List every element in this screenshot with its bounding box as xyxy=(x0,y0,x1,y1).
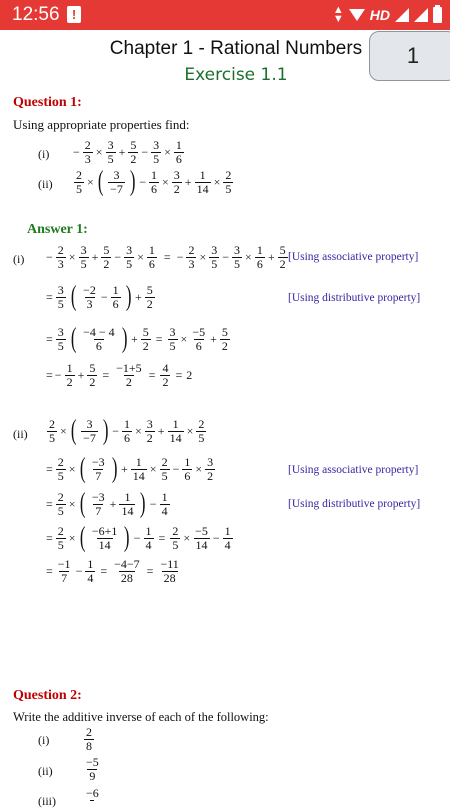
question-2-item-iii-fraction: −6 xyxy=(86,786,99,800)
answer-1-part-i-line-4: = − $\frac{1}{2}$ + $\frac{5}{2}$ = $\frac{-1+5}{2}$ = $\frac{4}{2}$ = 2 xyxy=(46,361,193,389)
answer-1-part-ii-label: (ii) xyxy=(13,427,28,441)
question-1-heading: Question 1: xyxy=(13,95,82,110)
answer-1-part-ii-line-5: = $\frac{-1}{7}$ − $\frac{1}{4}$ = $\frac{-4-7}{28}$ = $\frac{-11}{28}$ xyxy=(46,557,179,585)
answer-1-part-ii-line-3: = $\frac{2}{5}$ × ( −3 7 + $\frac{1}{14}$ ) − $\frac{1}{4}$ xyxy=(46,488,168,519)
question-1-part-ii-expression: $\frac{2}{5}$ × ( 3 −7 ) − $\frac{1}{6}$ × $\frac{3}{2}$ + $\frac{1}{14}$ × $\frac{2}{5}$ xyxy=(76,166,232,197)
question-1-part-i-expression: − $\frac{2}{3}$ × $\frac{3}{5}$ + $\frac{5}{2}$ − $\frac{3}{5}$ × $\frac{1}{6}$ xyxy=(73,138,182,166)
signal-icon-2 xyxy=(414,8,428,22)
status-icons xyxy=(333,6,442,24)
signal-icon xyxy=(395,8,409,22)
note-distributive-1: [Using distributive property] xyxy=(288,292,421,304)
status-bar xyxy=(0,0,450,30)
note-associative-2: [Using associative property] xyxy=(288,464,419,476)
notification-alert-icon: ! xyxy=(67,6,81,23)
battery-icon xyxy=(433,7,442,23)
answer-1-part-i-line-1: − $\frac{2}{3}$ × $\frac{3}{5}$ + $\frac{5}{2}$ − $\frac{3}{5}$ × $\frac{1}{6}$ = − $\frac{2}{3}$ × $\frac{3}{5}$ − $\frac{3}{5}$ × $\frac{1}{6}$ + $\frac{5}{2}$ xyxy=(46,243,286,271)
question-2-heading: Question 2: xyxy=(13,688,82,703)
answer-1-part-ii-line-1: $\frac{2}{5}$ × ( 3 −7 ) − $\frac{1}{6}$ × $\frac{3}{2}$ + $\frac{1}{14}$ × $\frac{2}{5}$ xyxy=(49,415,205,446)
question-1-part-i-label: (i) xyxy=(38,147,50,161)
wifi-icon xyxy=(349,9,365,21)
note-associative-1: [Using associative property] xyxy=(288,251,419,263)
question-2-item-ii-label: (ii) xyxy=(38,764,53,778)
answer-1-part-i-line-3: = $\frac{3}{5}$ ( −4 − 4 6 ) + $\frac{5}{2}$ = $\frac{3}{5}$ × $\frac{-5}{6}$ + $\frac{5}{2}$ xyxy=(46,323,228,354)
answer-1-part-i-label: (i) xyxy=(13,252,25,266)
network-type-label: HD xyxy=(369,7,390,23)
question-1-part-ii-label: (ii) xyxy=(38,177,53,191)
question-2-item-iii-label: (iii) xyxy=(38,794,56,808)
chapter-title: Chapter 1 - Rational Numbers xyxy=(109,38,363,59)
answer-1-heading: Answer 1: xyxy=(27,222,88,237)
note-distributive-2: [Using distributive property] xyxy=(288,498,421,510)
answer-1-part-ii-line-4: = $\frac{2}{5}$ × ( −6+1 14 ) − $\frac{1}{4}$ = $\frac{2}{5}$ × $\frac{-5}{14}$ − $\frac{1}{4}$ xyxy=(46,522,231,553)
question-1-instruction: Using appropriate properties find: xyxy=(13,117,190,132)
data-transfer-icon: ▲ ▼ xyxy=(332,4,344,25)
question-2-item-ii-fraction: −5 9 xyxy=(86,755,99,783)
status-time: 12:56 xyxy=(12,4,60,25)
exercise-title: Exercise 1.1 xyxy=(184,65,288,85)
question-2-instruction: Write the additive inverse of each of the following: xyxy=(13,710,269,724)
answer-1-part-i-line-2: = $\frac{3}{5}$ ( −2 3 − $\frac{1}{6}$ ) + $\frac{5}{2}$ xyxy=(46,281,153,312)
question-2-item-i-label: (i) xyxy=(38,733,50,747)
page-number-button[interactable]: 1 xyxy=(369,31,450,81)
answer-1-part-ii-line-2: = $\frac{2}{5}$ × ( −3 7 ) + $\frac{1}{14}$ × $\frac{2}{5}$ − $\frac{1}{6}$ × $\frac{3}{2}$ xyxy=(46,453,214,484)
question-2-item-i-fraction: 2 8 xyxy=(86,725,92,753)
